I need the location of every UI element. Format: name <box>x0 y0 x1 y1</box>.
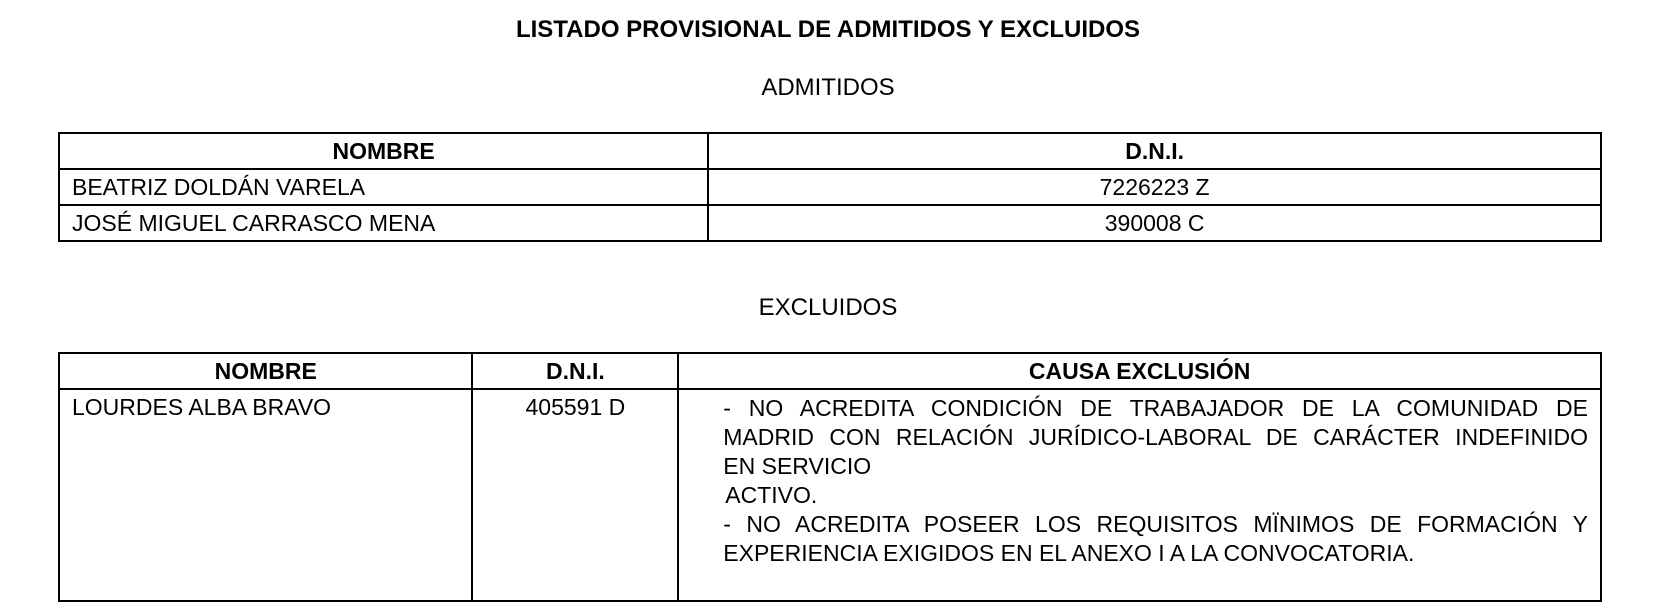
table-header-row <box>59 353 1601 389</box>
causa-line: MADRID CON RELACIÓN JURÍDICO-LABORAL DE CARÁCTER INDEFINIDO <box>723 424 1588 450</box>
cell-dni: 7226223 Z <box>708 169 1601 205</box>
column-header-nombre: NOMBRE <box>59 353 472 389</box>
column-header-nombre: NOMBRE <box>59 133 708 169</box>
causa-line: EXPERIENCIA EXIGIDOS EN EL ANEXO I A LA CONVOCATORIA. <box>723 540 1415 566</box>
table-row <box>59 389 1601 601</box>
cell-nombre: LOURDES ALBA BRAVO <box>59 389 472 601</box>
cell-nombre: BEATRIZ DOLDÁN VARELA <box>59 169 708 205</box>
causa-line: - NO ACREDITA POSEER LOS REQUISITOS MÏNIMOS DE FORMACIÓN Y <box>723 511 1588 537</box>
table-row <box>59 169 1601 205</box>
cell-dni: 390008 C <box>708 205 1601 241</box>
causa-line: EN SERVICIO <box>723 453 872 479</box>
excluidos-table <box>58 352 1602 602</box>
column-header-dni: D.N.I. <box>708 133 1601 169</box>
page-title: LISTADO PROVISIONAL DE ADMITIDOS Y EXCLUIDOS <box>515 16 1141 43</box>
admitidos-heading: ADMITIDOS <box>761 74 895 101</box>
table-header-row <box>59 133 1601 169</box>
causa-line: ACTIVO. <box>725 482 818 508</box>
column-header-causa: CAUSA EXCLUSIÓN <box>678 353 1601 389</box>
column-header-dni: D.N.I. <box>472 353 678 389</box>
causa-line: - NO ACREDITA CONDICIÓN DE TRABAJADOR DE LA COMUNIDAD DE <box>723 395 1588 421</box>
excluidos-heading: EXCLUIDOS <box>758 294 898 321</box>
cell-causa <box>678 389 1601 601</box>
admitidos-table <box>58 132 1602 242</box>
table-row <box>59 205 1601 241</box>
cell-dni: 405591 D <box>472 389 678 601</box>
cell-nombre: JOSÉ MIGUEL CARRASCO MENA <box>59 205 708 241</box>
